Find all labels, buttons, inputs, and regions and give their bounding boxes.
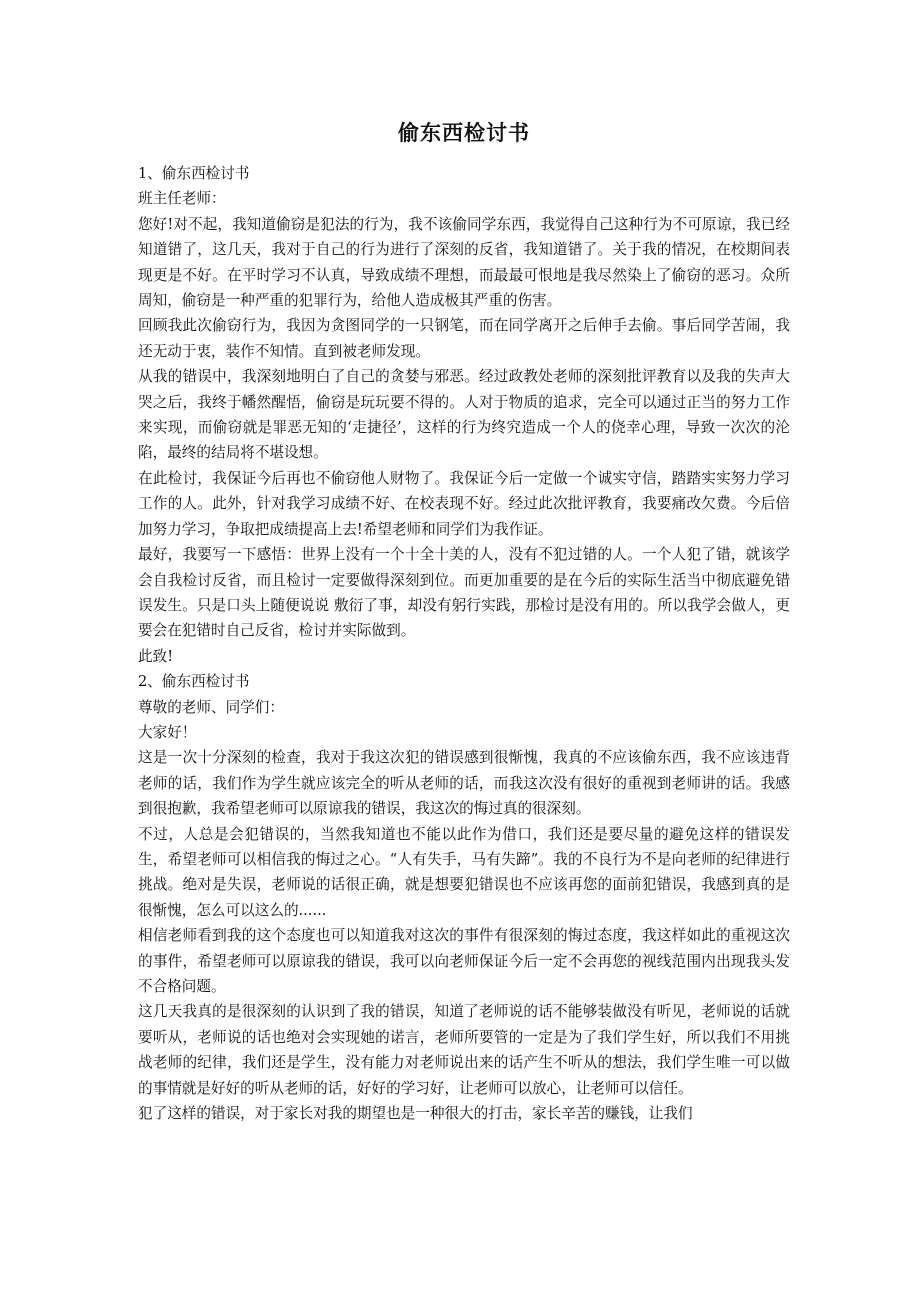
section-2 (138, 669, 790, 1126)
paragraph: 这是一次十分深刻的检查，我对于我这次犯的错误感到很惭愧，我真的不应该偷东西，我不应该违背老师的话，我们作为学生就应该完全的听从老师的话，而我这次没有很好的重视到老师讲的话。我感到很抱歉，我希望老师可以原谅我的错误，我这次的悔过真的很深刻。 (138, 749, 790, 818)
paragraph: 您好!对不起，我知道偷窃是犯法的行为，我不该偷同学东西，我觉得自己这种行为不可原谅，我已经知道错了，这几天，我对于自己的行为进行了深刻的反省，我知道错了。关于我的情况，在校期间表现更是不好。在平时学习不认真，导致成绩不理想，而最最可恨地是我尽然染上了偷窃的恶习。众所周知，偷窃是一种严重的犯罪行为，给他人造成极其严重的伤害。 (138, 215, 790, 310)
paragraph: 犯了这样的错误，对于家长对我的期望也是一种很大的打击，家长辛苦的赚钱，让我们 (138, 1105, 693, 1123)
paragraph: 从我的错误中，我深刻地明白了自己的贪婪与邪恶。经过政教处老师的深刻批评教育以及我的失声大哭之后，我终于幡然醒悟，偷窃是玩玩要不得的。人对于物质的追求，完全可以通过正当的努力工作来实现，而偷窃就是罪恶无知的‘走捷径’，这样的行为终究造成一个人的侥幸心理，导致一次次的沦陷，最终的结局将不堪设想。 (138, 368, 790, 462)
salutation: 尊敬的老师、同学们： (138, 698, 284, 716)
paragraph: 最好，我要写一下感悟：世界上没有一个十全十美的人，没有不犯过错的人。一个人犯了错，就该学会自我检讨反省，而且检讨一定要做得深刻到位。而更加重要的是在今后的实际生活当中彻底避免错误发生。只是口头上随便说说 敷衍了事，却没有躬行实践，那检讨是没有用的。所以我学会做人，更要会在犯错时自己反省，检讨并实际做到。 (138, 546, 790, 640)
closing: 此致! (138, 647, 174, 665)
paragraph: 这几天我真的是很深刻的认识到了我的错误，知道了老师说的话不能够装做没有听见，老师说的话就要听从，老师说的话也绝对会实现她的诺言，老师所要管的一定是为了我们学生好，所以我们不用挑战老师的纪律，我们还是学生，没有能力对老师说出来的话产生不听从的想法，我们学生唯一可以做的事情就是好好的听从老师的话，好好的学习好，让老师可以放心，让老师可以信任。 (138, 1003, 790, 1097)
paragraph: 不过，人总是会犯错误的，当然我知道也不能以此作为借口，我们还是要尽量的避免这样的错误发生，希望老师可以相信我的悔过之心。“人有失手，马有失蹄”。我的不良行为不是向老师的纪律进行挑战。绝对是失误，老师说的话很正确，就是想要犯错误也不应该再您的面前犯错误，我感到真的是很惭愧，怎么可以这么的...... (138, 825, 790, 919)
document-title: 偷东西检讨书 (398, 121, 530, 145)
greeting: 大家好！ (138, 723, 197, 741)
section-heading: 2、偷东西检讨书 (138, 673, 250, 691)
paragraph: 回顾我此次偷窃行为，我因为贪图同学的一只钢笔，而在同学离开之后伸手去偷。事后同学苦闹，我还无动于衷，装作不知情。直到被老师发现。 (138, 317, 790, 360)
paragraph: 相信老师看到我的这个态度也可以知道我对这次的事件有很深刻的悔过态度，我这样如此的重视这次的事件，希望老师可以原谅我的错误，我可以向老师保证今后一定不会再您的视线范围内出现我头发不合格问题。 (138, 927, 790, 995)
section-heading: 1、偷东西检讨书 (138, 165, 250, 182)
section-1 (138, 161, 790, 669)
document-page (138, 118, 790, 1126)
paragraph: 在此检讨，我保证今后再也不偷窃他人财物了。我保证今后一定做一个诚实守信，踏踏实实努力学习工作的人。此外，针对我学习成绩不好、在校表现不好。经过此次批评教育，我要痛改欠费。今后倍加努力学习，争取把成绩提高上去!希望老师和同学们为我作证。 (138, 469, 790, 538)
salutation: 班主任老师： (138, 190, 226, 208)
